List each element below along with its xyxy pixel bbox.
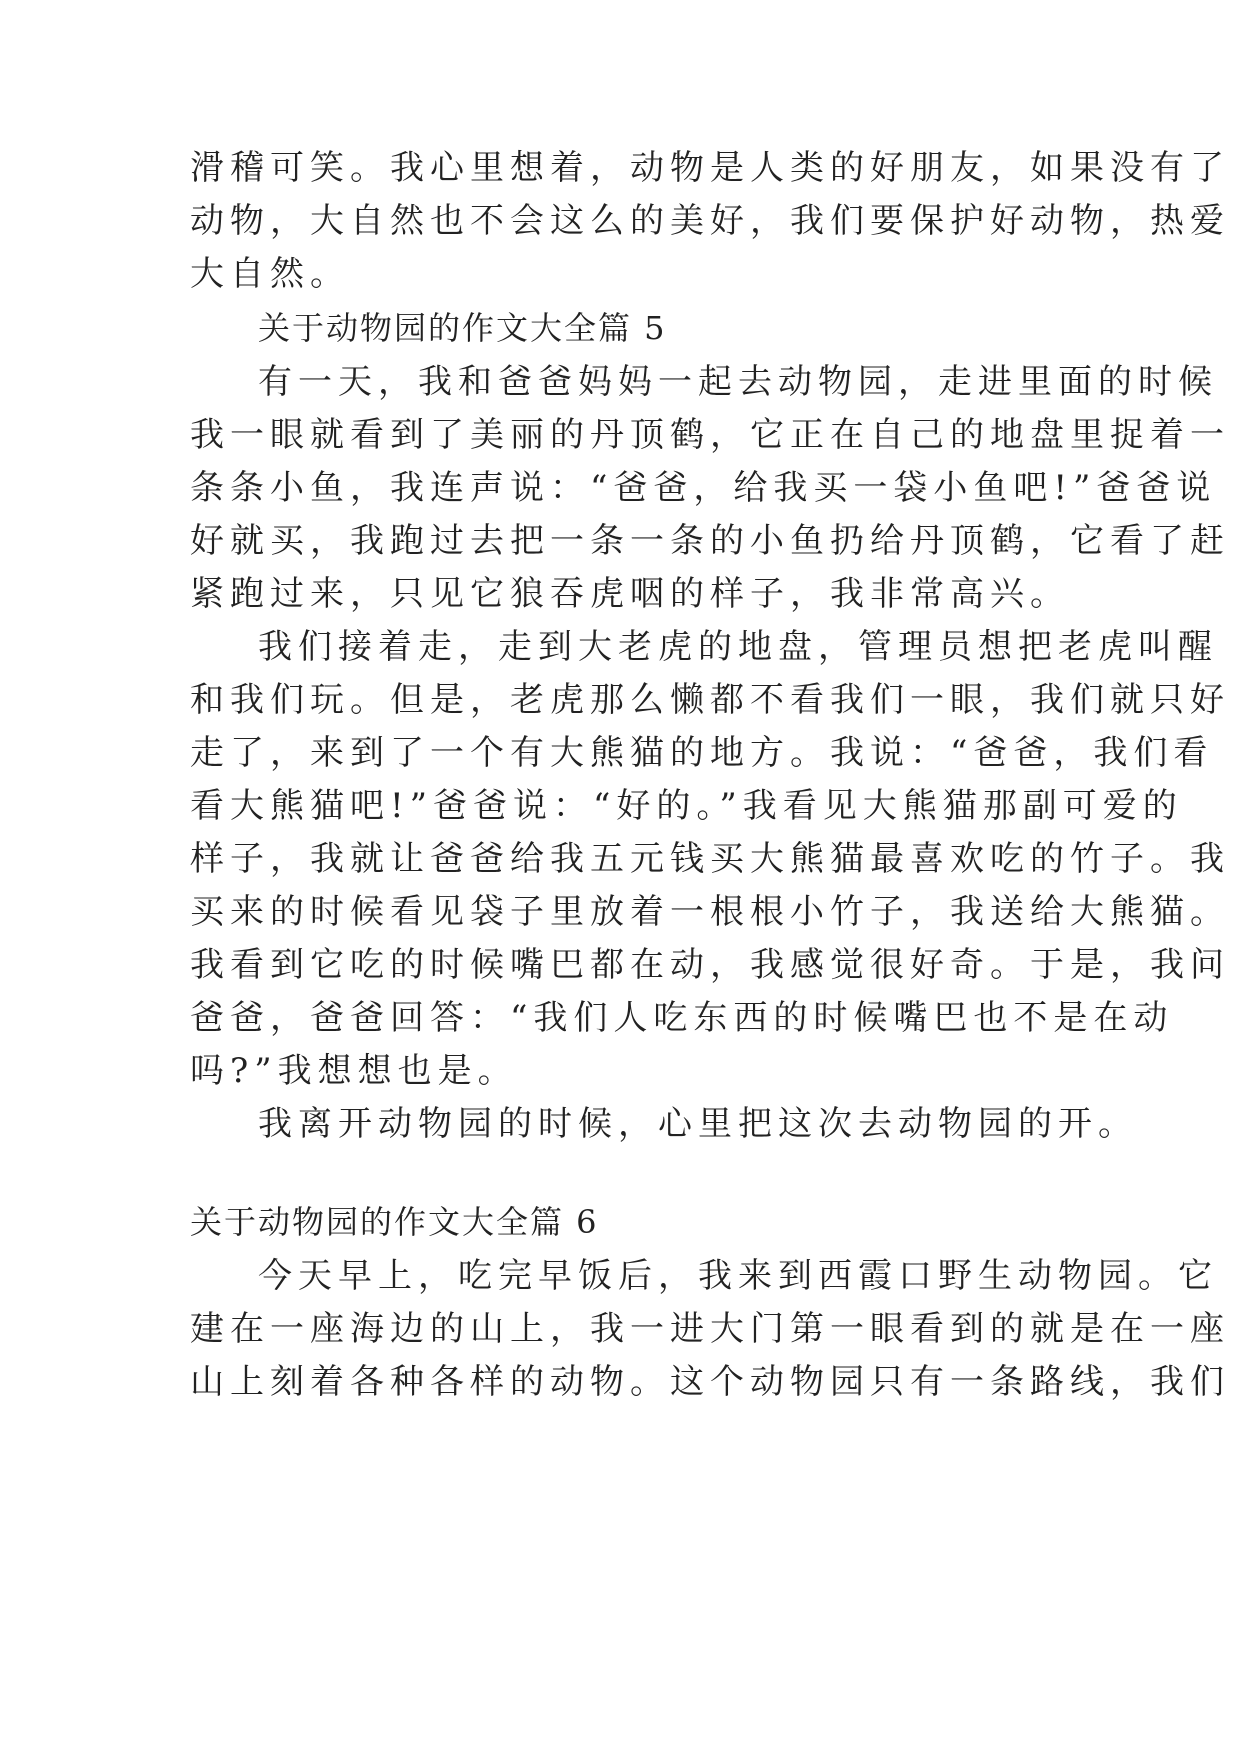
text-line: 走了，来到了一个有大熊猫的地方。我说：“爸爸，我们看: [190, 733, 1214, 773]
section-heading: 关于动物园的作文大全篇 5: [258, 309, 667, 347]
text-line: 买来的时候看见袋子里放着一根根小竹子，我送给大熊猫。: [190, 892, 1230, 932]
section-heading: 关于动物园的作文大全篇 6: [190, 1203, 599, 1241]
text-line: 看大熊猫吧!”爸爸说：“好的。”我看见大熊猫那副可爱的: [190, 786, 1183, 826]
text-line: 样子，我就让爸爸给我五元钱买大熊猫最喜欢吃的竹子。我: [190, 839, 1230, 879]
text-line: 建在一座海边的山上，我一进大门第一眼看到的就是在一座: [190, 1309, 1230, 1349]
text-line: 我离开动物园的时候，心里把这次去动物园的开。: [258, 1104, 1138, 1144]
text-line: 我们接着走，走到大老虎的地盘，管理员想把老虎叫醒: [258, 627, 1218, 667]
text-line: 紧跑过来，只见它狼吞虎咽的样子，我非常高兴。: [190, 574, 1070, 614]
text-line: 山上刻着各种各样的动物。这个动物园只有一条路线，我们: [190, 1362, 1230, 1402]
text-line: 和我们玩。但是，老虎那么懒都不看我们一眼，我们就只好: [190, 680, 1230, 720]
text-line: 滑稽可笑。我心里想着，动物是人类的好朋友，如果没有了: [190, 148, 1230, 188]
text-line: 有一天，我和爸爸妈妈一起去动物园，走进里面的时候: [258, 362, 1218, 402]
text-line: 我看到它吃的时候嘴巴都在动，我感觉很好奇。于是，我问: [190, 945, 1230, 985]
text-line: 吗?”我想想也是。: [190, 1051, 518, 1091]
text-line: 爸爸，爸爸回答：“我们人吃东西的时候嘴巴也不是在动: [190, 998, 1174, 1038]
text-line: 我一眼就看到了美丽的丹顶鹤，它正在自己的地盘里捉着一: [190, 415, 1230, 455]
text-line: 动物，大自然也不会这么的美好，我们要保护好动物，热爱: [190, 201, 1230, 241]
text-line: 大自然。: [190, 254, 350, 294]
text-line: 今天早上，吃完早饭后，我来到西霞口野生动物园。它: [258, 1256, 1218, 1296]
text-line: 好就买，我跑过去把一条一条的小鱼扔给丹顶鹤，它看了赶: [190, 521, 1230, 561]
text-line: 条条小鱼，我连声说：“爸爸，给我买一袋小鱼吧!”爸爸说: [190, 468, 1217, 508]
